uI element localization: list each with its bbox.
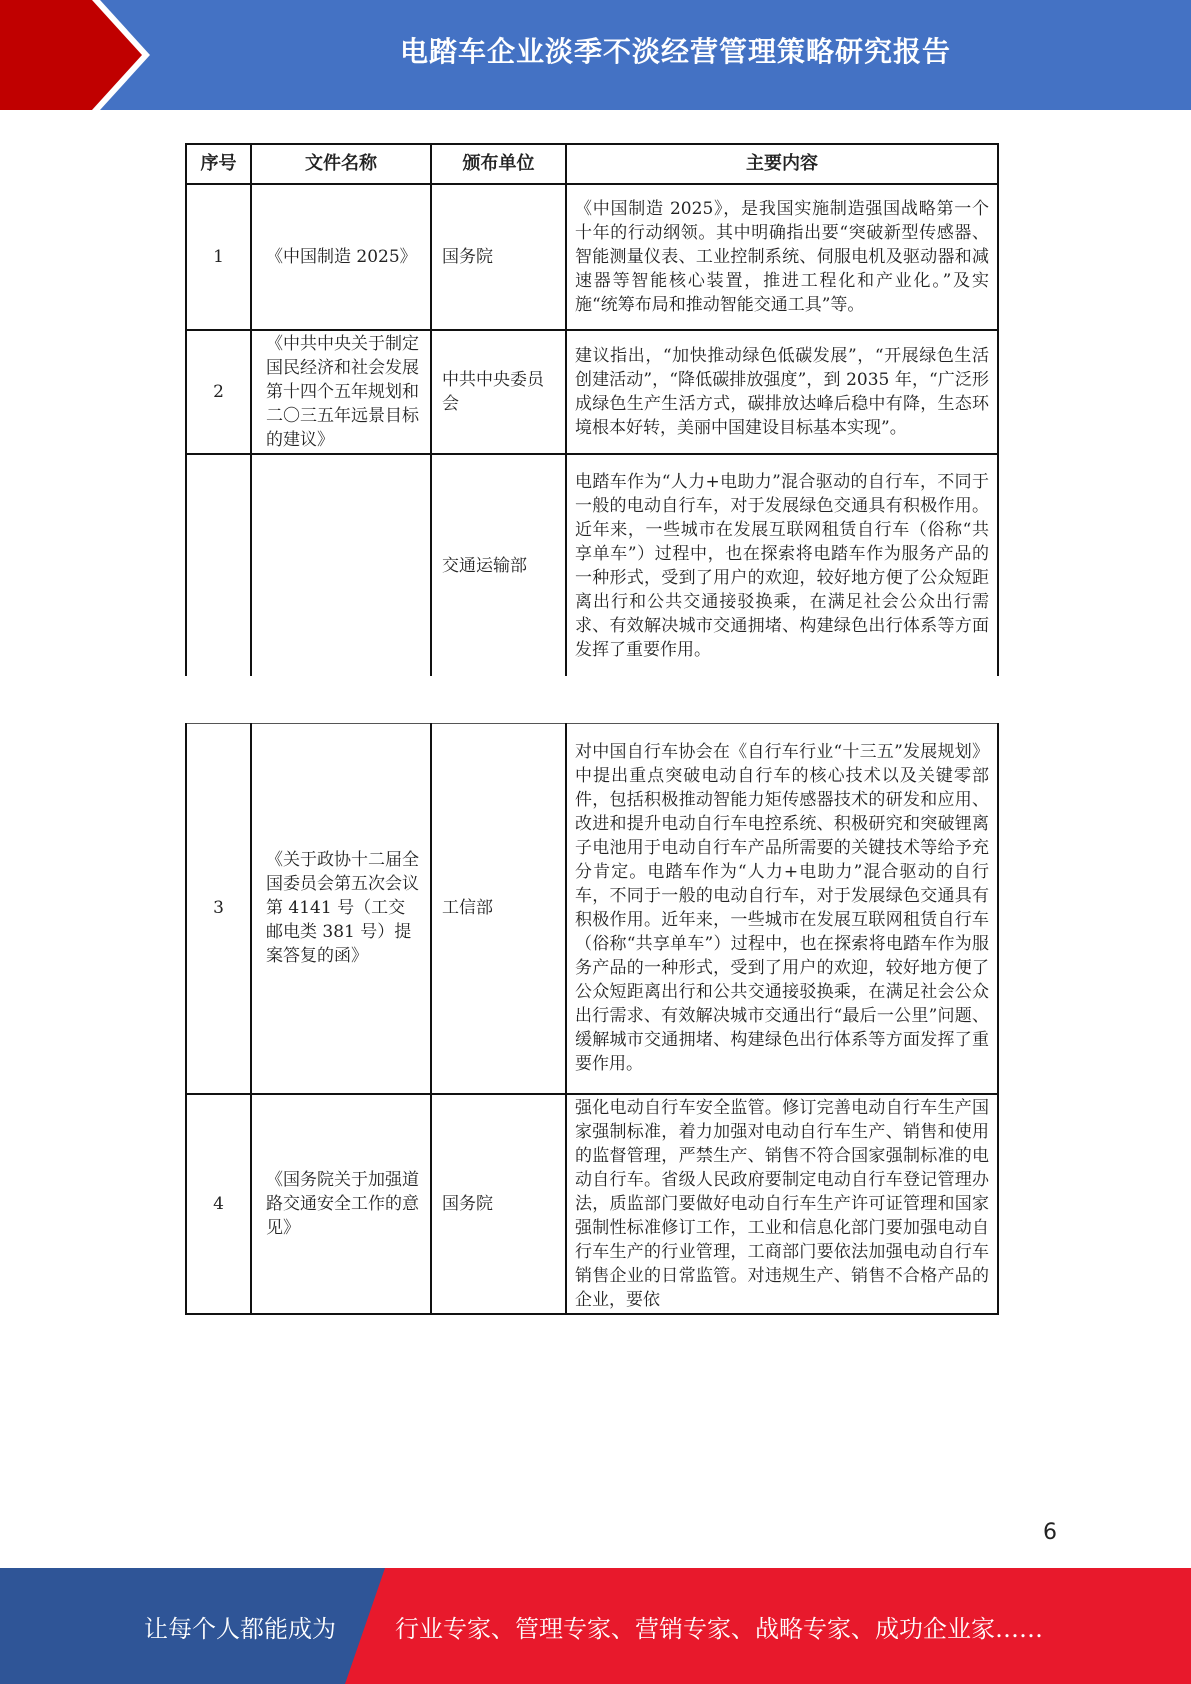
- row-no: [186, 454, 251, 676]
- row-content: 建议指出，“加快推动绿色低碳发展”，“开展绿色生活创建活动”，“降低碳排放强度”，到 2035 年，“广泛形成绿色生产生活方式，碳排放达峰后稳中有降，生态环境根本好转，美丽中国建设目标基本实现”。: [566, 330, 998, 454]
- row-org: 国务院: [431, 184, 566, 330]
- header-band: [0, 0, 1191, 110]
- col-header-content: 主要内容: [566, 144, 998, 184]
- policy-table-part-1: [185, 143, 999, 676]
- table-header-row: [186, 144, 998, 184]
- policy-table-part-2: [185, 723, 999, 1315]
- page-number: 6: [1043, 1520, 1057, 1545]
- row-org: 国务院: [431, 1094, 566, 1314]
- page-title: 电踏车企业淡季不淡经营管理策略研究报告: [399, 35, 951, 68]
- row-name: 《国务院关于加强道路交通安全工作的意见》: [251, 1094, 431, 1314]
- table-row: [186, 454, 998, 676]
- table-row: [186, 724, 998, 1094]
- row-name: [251, 454, 431, 676]
- row-no: 4: [186, 1094, 251, 1314]
- row-org: 中共中央委员会: [431, 330, 566, 454]
- table-row: [186, 184, 998, 330]
- row-org: 交通运输部: [431, 454, 566, 676]
- row-no: 1: [186, 184, 251, 330]
- row-no: 2: [186, 330, 251, 454]
- row-no: 3: [186, 724, 251, 1094]
- row-name: 《中共中央关于制定国民经济和社会发展第十四个五年规划和二〇三五年远景目标的建议》: [251, 330, 431, 454]
- row-content: 《中国制造 2025》，是我国实施制造强国战略第一个十年的行动纲领。其中明确指出要“突破新型传感器、智能测量仪表、工业控制系统、伺服电机及驱动器和减速器等智能核心装置，推进工程化和产业化。”及实施“统筹布局和推动智能交通工具”等。: [566, 184, 998, 330]
- row-name: 《中国制造 2025》: [251, 184, 431, 330]
- footer-slogan-left: 让每个人都能成为: [144, 1614, 336, 1643]
- table-row: [186, 330, 998, 454]
- col-header-no: 序号: [186, 144, 251, 184]
- row-content: 强化电动自行车安全监管。修订完善电动自行车生产国家强制标准，着力加强对电动自行车生产、销售和使用的监督管理，严禁生产、销售不符合国家强制标准的电动自行车。省级人民政府要制定电动自行车登记管理办法，质监部门要做好电动自行车生产许可证管理和国家强制性标准修订工作，工业和信息化部门要加强电动自行车生产的行业管理，工商部门要依法加强电动自行车销售企业的日常监管。对违规生产、销售不合格产品的企业，要依: [566, 1094, 998, 1314]
- footer-slogan-right: 行业专家、管理专家、营销专家、战略专家、成功企业家……: [395, 1614, 1043, 1643]
- row-name: 《关于政协十二届全国委员会第五次会议第 4141 号（工交邮电类 381 号）提案答复的函》: [251, 724, 431, 1094]
- col-header-org: 颁布单位: [431, 144, 566, 184]
- footer-band: [0, 1568, 1191, 1684]
- header-chevron-decoration: [0, 0, 160, 110]
- row-content: 对中国自行车协会在《自行车行业“十三五”发展规划》中提出重点突破电动自行车的核心技术以及关键零部件，包括积极推动智能力矩传感器技术的研发和应用、改进和提升电动自行车电控系统、积极研究和突破锂离子电池用于电动自行车产品所需要的关键技术等给予充分肯定。电踏车作为“人力+电助力”混合驱动的自行车，不同于一般的电动自行车，对于发展绿色交通具有积极作用。近年来，一些城市在发展互联网租赁自行车（俗称“共享单车”）过程中，也在探索将电踏车作为服务产品的一种形式，受到了用户的欢迎，较好地方便了公众短距离出行和公共交通接驳换乘，在满足社会公众出行需求、有效解决城市交通出行“最后一公里”问题、缓解城市交通拥堵、构建绿色出行体系等方面发挥了重要作用。: [566, 724, 998, 1094]
- table-row: [186, 1094, 998, 1314]
- row-org: 工信部: [431, 724, 566, 1094]
- row-content: 电踏车作为“人力+电助力”混合驱动的自行车，不同于一般的电动自行车，对于发展绿色交通具有积极作用。近年来，一些城市在发展互联网租赁自行车（俗称“共享单车”）过程中，也在探索将电踏车作为服务产品的一种形式，受到了用户的欢迎，较好地方便了公众短距离出行和公共交通接驳换乘，在满足社会公众出行需求、有效解决城市交通拥堵、构建绿色出行体系等方面发挥了重要作用。: [566, 454, 998, 676]
- col-header-name: 文件名称: [251, 144, 431, 184]
